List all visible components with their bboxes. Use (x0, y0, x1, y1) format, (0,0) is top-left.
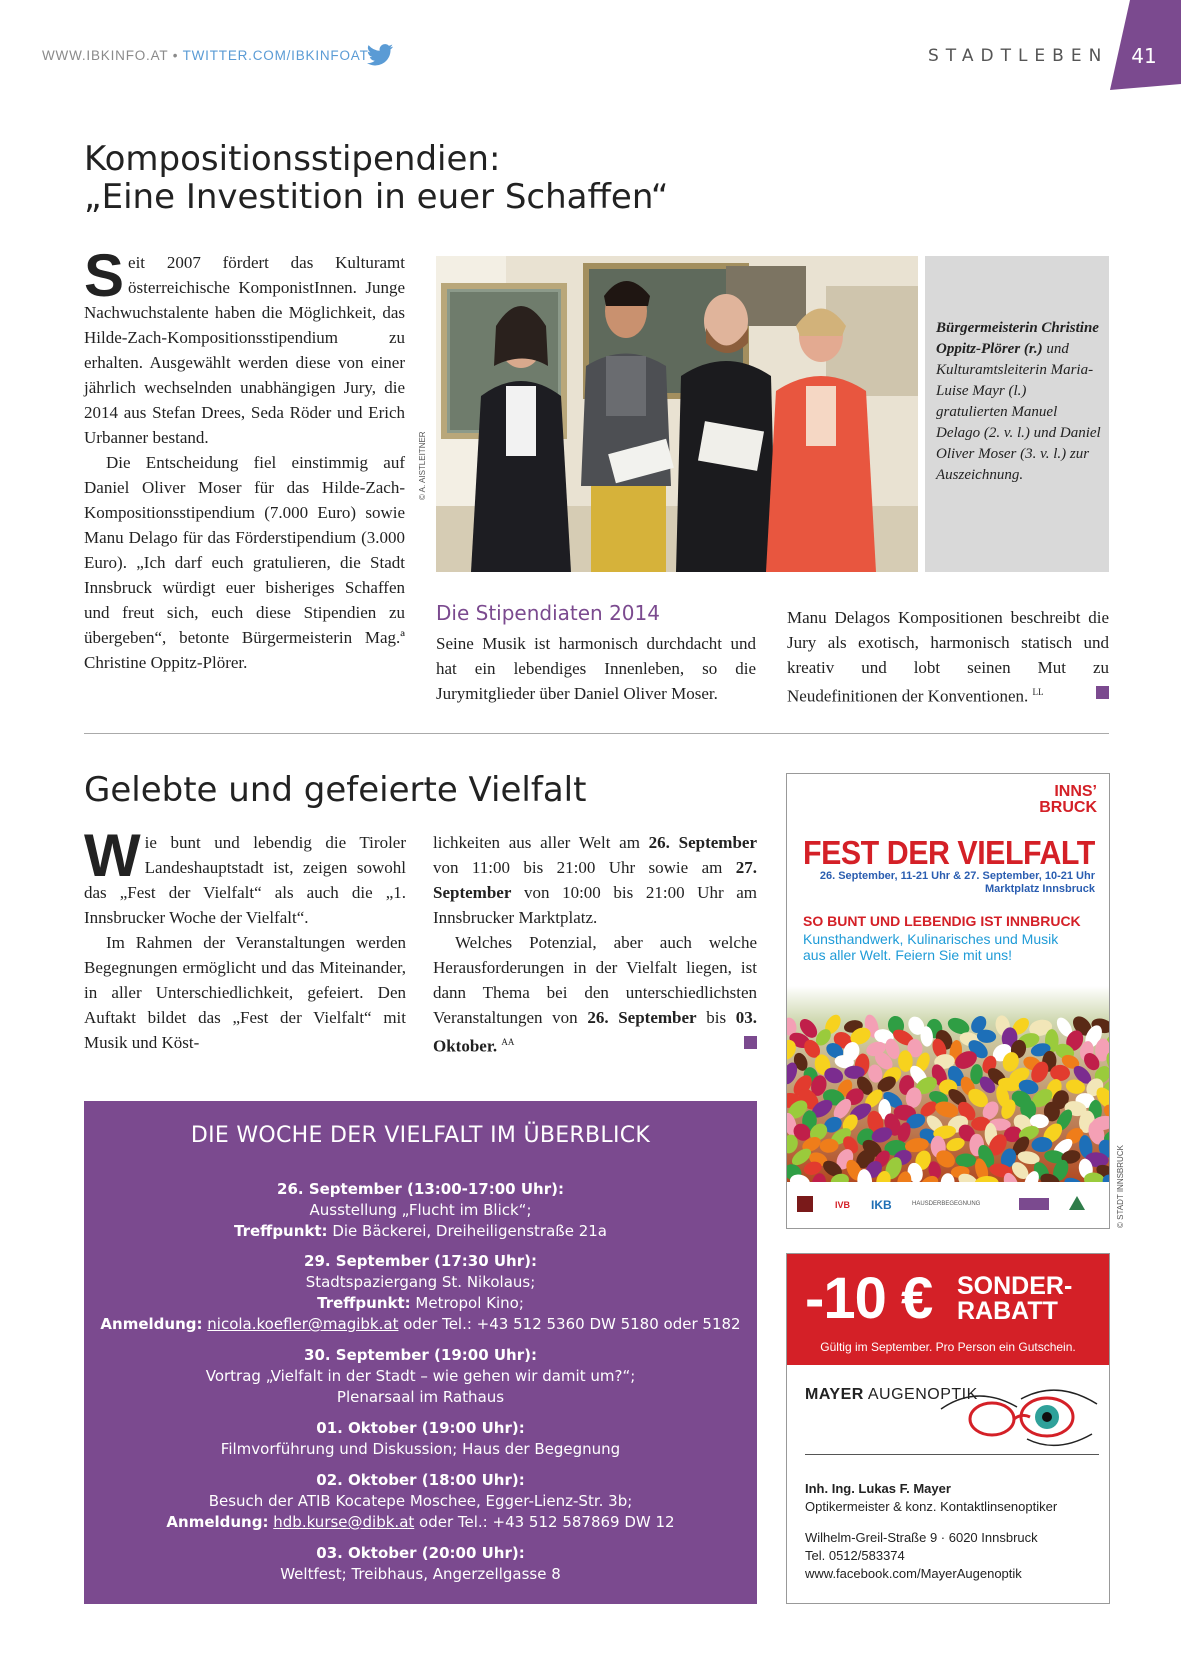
article1-column2 (436, 631, 756, 706)
p3-text-a: lichkeiten aus aller Welt am (433, 833, 649, 852)
brand-bold: MAYER (805, 1386, 864, 1403)
ad2-divider (805, 1454, 1099, 1455)
label-line2: RABATT (957, 1297, 1058, 1325)
registration-label: Anmeldung: (166, 1513, 269, 1531)
sponsor-ivb: IVB (835, 1200, 851, 1210)
p4-date-2: 03. Oktober. (433, 1008, 757, 1056)
separator: • (168, 48, 183, 63)
meeting-place: Metropol Kino; (410, 1294, 524, 1312)
p4-date-1: 26. September (587, 1008, 697, 1027)
event-desc: Ausstellung „Flucht im Blick“; (309, 1201, 532, 1219)
mayer-augenoptik-ad[interactable] (786, 1253, 1110, 1604)
article1-title-line2: „Eine Investition in euer Schaffen“ (84, 177, 669, 217)
article1-paragraph4 (787, 605, 1109, 709)
jellybeans-image (787, 986, 1109, 1182)
event-4 (84, 1418, 757, 1460)
award-photo (436, 256, 918, 572)
sponsor-logo-icon (797, 1196, 813, 1212)
facebook-link[interactable]: www.facebook.com/MayerAugenoptik (805, 1566, 1022, 1581)
article1-paragraph1 (84, 242, 405, 450)
event-desc: Stadtspaziergang St. Nikolaus; (305, 1273, 536, 1291)
meeting-label: Treffpunkt: (317, 1294, 411, 1312)
section-divider (84, 733, 1109, 734)
events-box (84, 1101, 757, 1604)
ad1-title: FEST DER VIELFALT (803, 834, 1095, 871)
article2-column1 (84, 822, 406, 1055)
page-number: 41 (1131, 44, 1157, 68)
contact-info (805, 1529, 1038, 1583)
meeting-place: Die Bäckerei, Dreiheiligenstraße 21a (327, 1222, 607, 1240)
site-link[interactable]: WWW.IBKINFO.AT (42, 48, 169, 63)
event-5 (84, 1470, 757, 1533)
caption-bold: Bürgermeisterin Christine Oppitz-Plörer (r.) (936, 320, 1099, 357)
photo-credit: © A. AISTLEITNER (418, 431, 427, 500)
article2-paragraph4 (433, 930, 757, 1059)
logo-line2: BRUCK (1039, 799, 1097, 816)
registration-label: Anmeldung: (100, 1315, 203, 1333)
p3-date-1: 26. September (648, 833, 757, 852)
event-date: 30. September (19:00 Uhr): (304, 1346, 537, 1364)
ad-credit: © STADT INNSBRUCK (1116, 1145, 1125, 1228)
p4-text-c: bis (696, 1008, 736, 1027)
event-date: 29. September (17:30 Uhr): (304, 1252, 537, 1270)
article1-paragraph2: Die Entscheidung fiel einstimmig auf Daniel Oliver Moser für das Hilde-Zach-Kompositionsstipendium (7.000 Euro) sowie Manu Delago für das Förderstipendium (3.000 Euro). „Ich darf euch gratulieren, die Stadt Innsbruck würdigt euer bisheriges Schaffen und freut sich, euch diese Stipendien zu übergeben“, betonte Bürgermeisterin Mag.ª Christine Oppitz-Plörer. (84, 453, 405, 672)
events-title: DIE WOCHE DER VIELFALT IM ÜBERBLICK (190, 1123, 651, 1148)
event-date: 26. September (13:00-17:00 Uhr): (277, 1180, 564, 1198)
ad1-tagline: SO BUNT UND LEBENDIG IST INNBRUCK (803, 913, 1081, 929)
event-2 (84, 1251, 757, 1335)
fest-der-vielfalt-ad[interactable] (786, 773, 1110, 1229)
article1-subhead: Die Stipendiaten 2014 (436, 601, 660, 625)
ad1-subline (803, 931, 1058, 963)
address: Wilhelm-Greil-Straße 9 · 6020 Innsbruck (805, 1530, 1038, 1545)
article1-paragraph3: Seine Musik ist harmonisch durchdacht und hat ein lebendiges Innenleben, so die Jurymitglieder über Daniel Oliver Moser. (436, 634, 756, 703)
p4-text-a: Welches Potenzial, aber auch welche Herausforderungen in der Vielfalt liegen, ist dann Thema bei den unterschiedlichsten Veranstaltungen von (433, 933, 757, 1027)
discount-amount: -10 € (805, 1266, 933, 1331)
registration-phone: oder Tel.: +43 512 587869 DW 12 (414, 1513, 675, 1531)
article1-column3 (787, 605, 1109, 709)
event-3 (84, 1345, 757, 1408)
p3-text-c: von 11:00 bis 21:00 Uhr sowie am (433, 858, 736, 877)
twitter-icon[interactable] (366, 44, 394, 66)
innsbruck-logo (1039, 784, 1097, 816)
twitter-link[interactable]: TWITTER.COM/IBKINFOAT (182, 48, 369, 63)
author-initials: AA (501, 1037, 515, 1047)
article1-p4-text: Manu Delagos Kompositionen beschreibt die Jury als exotisch, harmonisch statisch und kreativ und lobt seinen Mut zu Neudefinitionen der Konventionen. (787, 608, 1109, 706)
label-line1: SONDER- (957, 1272, 1073, 1300)
end-mark-icon (744, 1036, 757, 1049)
section-name: STADTLEBEN (928, 46, 1109, 66)
brand-rest: AUGENOPTIK (863, 1386, 978, 1403)
end-mark-icon (1096, 686, 1109, 699)
drop-cap: W (84, 822, 141, 889)
article2-column2 (433, 830, 757, 1059)
article1-title-line1: Kompositionsstipendien: (84, 139, 501, 179)
author-initials: LL (1032, 687, 1044, 697)
dates-line1: 26. September, 11-21 Uhr & 27. September, 10-21 Uhr (819, 870, 1095, 882)
event-desc: Vortrag „Vielfalt in der Stadt – wie gehen wir damit um?“; (205, 1367, 636, 1385)
article2-paragraph3 (433, 830, 757, 930)
event-date: 01. Oktober (19:00 Uhr): (316, 1419, 525, 1437)
header-links (42, 48, 369, 63)
sponsor-ikb: IKB (871, 1198, 892, 1212)
subline-2: aus aller Welt. Feiern Sie mit uns! (803, 947, 1013, 963)
article2-p1-text: ie bunt und lebendig die Tiroler Landeshauptstadt ist, zeigen sowohl das „Fest der Vielfalt“ als auch die „1. Innsbrucker Woche der Vielfalt“. (84, 833, 406, 927)
registration-email-link[interactable]: nicola.koefler@magibk.at (207, 1315, 399, 1333)
discount-label (957, 1274, 1072, 1324)
event-date: 02. Oktober (18:00 Uhr): (316, 1471, 525, 1489)
event-location: Plenarsaal im Rathaus (336, 1388, 505, 1406)
phone: Tel. 0512/583374 (805, 1548, 905, 1563)
p3-date-2: 27. September (433, 858, 757, 902)
registration-email-link[interactable]: hdb.kurse@dibk.at (273, 1513, 415, 1531)
ad1-dates (820, 870, 1095, 896)
p3-text-e: von 10:00 bis 21:00 Uhr am Innsbrucker Marktplatz. (433, 883, 757, 927)
event-date: 03. Oktober (20:00 Uhr): (316, 1544, 525, 1562)
sponsor-logos (787, 1182, 1109, 1228)
caption-rest: und Kulturamtsleiterin Maria-Luise Mayr (l.) gratulierten Manuel Delago (2. v. l.) und Daniel Oliver Moser (3. v. l.) zur Auszeichnung. (936, 341, 1101, 483)
event-6 (84, 1543, 757, 1585)
dates-line2: Marktplatz Innsbruck (984, 883, 1095, 895)
sponsor-hdb: HAUSDERBEGEGNUNG (912, 1201, 981, 1207)
article2-title: Gelebte und gefeierte Vielfalt (84, 770, 587, 810)
sponsor-tree-icon (1069, 1196, 1085, 1210)
event-1 (84, 1179, 757, 1242)
meeting-label: Treffpunkt: (234, 1222, 328, 1240)
drop-cap: S (84, 242, 125, 309)
article1-column1 (84, 242, 405, 675)
article1-p1-text: eit 2007 fördert das Kulturamt österreichische KomponistInnen. Junge Nachwuchstalente haben die Möglichkeit, das Hilde-Zach-Kompositionsstipendium zu erhalten. Ausgewählt werden diese von einer jährlich wechselnden unabhängigen Jury, die 2014 aus Stefan Drees, Seda Röder und Erich Urbanner bestand. (84, 253, 405, 447)
glasses-eye-icon (937, 1379, 1107, 1459)
logo-line1: INNS’ (1054, 783, 1097, 800)
registration-phone: oder Tel.: +43 512 5360 DW 5180 oder 5182 (398, 1315, 741, 1333)
article2-paragraph2: Im Rahmen der Veranstaltungen werden Begegnungen ermöglicht und das Miteinander, in aller Unterschiedlichkeit, gefeiert. Den Auftakt bildet das „Fest der Vielfalt“ mit Musik und Köst- (84, 933, 406, 1052)
owner-title: Optikermeister & konz. Kontaktlinsenoptiker (805, 1499, 1058, 1514)
owner-name: Inh. Ing. Lukas F. Mayer (805, 1481, 951, 1496)
discount-banner (787, 1254, 1109, 1365)
event-desc: Weltfest; Treibhaus, Angerzellgasse 8 (280, 1565, 561, 1583)
event-desc: Filmvorführung und Diskussion; Haus der Begegnung (220, 1440, 621, 1458)
discount-note: Gültig im September. Pro Person ein Gutschein. (820, 1340, 1076, 1354)
photo-caption (936, 318, 1101, 486)
event-desc: Besuch der ATIB Kocatepe Moschee, Egger-Lienz-Str. 3b; (208, 1492, 633, 1510)
article2-paragraph1 (84, 822, 406, 930)
subline-1: Kunsthandwerk, Kulinarisches und Musik (803, 931, 1059, 947)
sponsor-logo-icon (1019, 1198, 1049, 1210)
article1-title (84, 140, 669, 216)
